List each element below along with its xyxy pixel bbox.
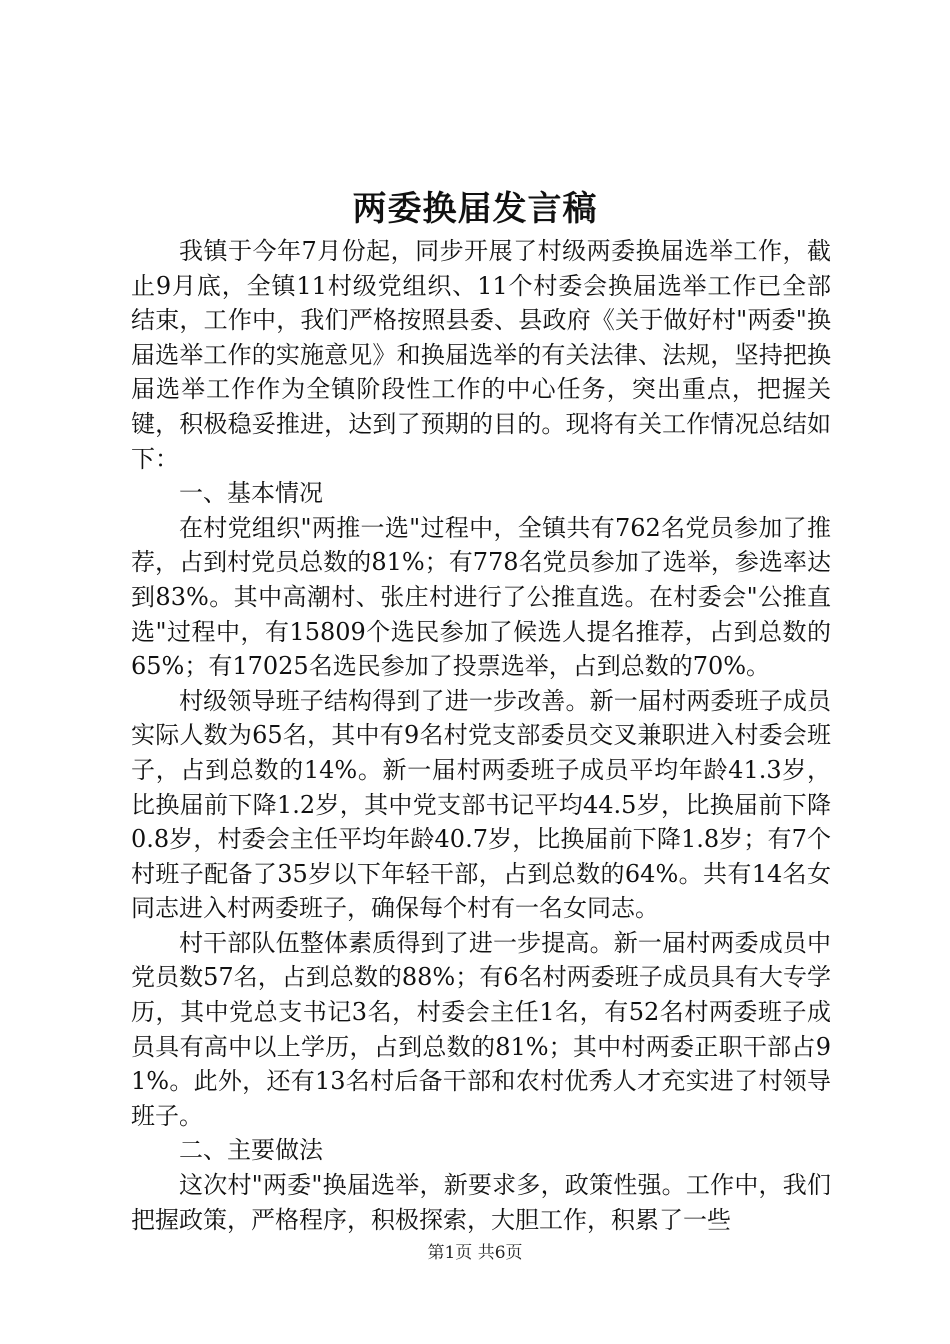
paragraph-main-practices: 这次村"两委"换届选举，新要求多，政策性强。工作中，我们把握政策，严格程序，积极探索，大胆工作，积累了一些 bbox=[131, 1171, 831, 1234]
paragraph-party-election: 在村党组织"两推一选"过程中，全镇共有762名党员参加了推荐，占到村党员总数的81%；有778名党员参加了选举，参选率达到83%。其中高潮村、张庄村进行了公推直选。在村委会"公推直选"过程中，有15809个选民参加了候选人提名推荐，占到总数的65%；有17025名选民参加了投票选举，占到总数的70%。 bbox=[131, 513, 831, 681]
page-title: 两委换届发言稿 bbox=[352, 189, 598, 229]
section-heading-basic-situation: 一、基本情况 bbox=[179, 479, 323, 508]
document-body bbox=[131, 234, 831, 1237]
intro-paragraph: 我镇于今年7月份起，同步开展了村级两委换届选举工作，截止9月底，全镇11村级党组织、11个村委会换届选举工作已全部结束，工作中，我们严格按照县委、县政府《关于做好村"两委"换届选举工作的实施意见》和换届选举的有关法律、法规，坚持把换届选举工作作为全镇阶段性工作的中心任务，突出重点，把握关键，积极稳妥推进，达到了预期的目的。现将有关工作情况总结如下： bbox=[131, 237, 831, 473]
paragraph-leadership-structure: 村级领导班子结构得到了进一步改善。新一届村两委班子成员实际人数为65名，其中有9名村党支部委员交叉兼职进入村委会班子，占到总数的14%。新一届村两委班子成员平均年龄41.3岁，比换届前下降1.2岁，其中党支部书记平均44.5岁，比换届前下降0.8岁，村委会主任平均年龄40.7岁，比换届前下降1.8岁；有7个村班子配备了35岁以下年轻干部，占到总数的64%。共有14名女同志进入村两委班子，确保每个村有一名女同志。 bbox=[131, 686, 831, 923]
paragraph-cadre-quality: 村干部队伍整体素质得到了进一步提高。新一届村两委成员中党员数57名，占到总数的88%；有6名村两委班子成员具有大专学历，其中党总支书记3名，村委会主任1名，有52名村两委班子成员具有高中以上学历，占到总数的81%；其中村两委正职干部占91%。此外，还有13名村后备干部和农村优秀人才充实进了村领导班子。 bbox=[131, 928, 831, 1130]
page-number-footer: 第1页 共6页 bbox=[427, 1243, 523, 1263]
section-heading-main-practices: 二、主要做法 bbox=[179, 1136, 323, 1165]
